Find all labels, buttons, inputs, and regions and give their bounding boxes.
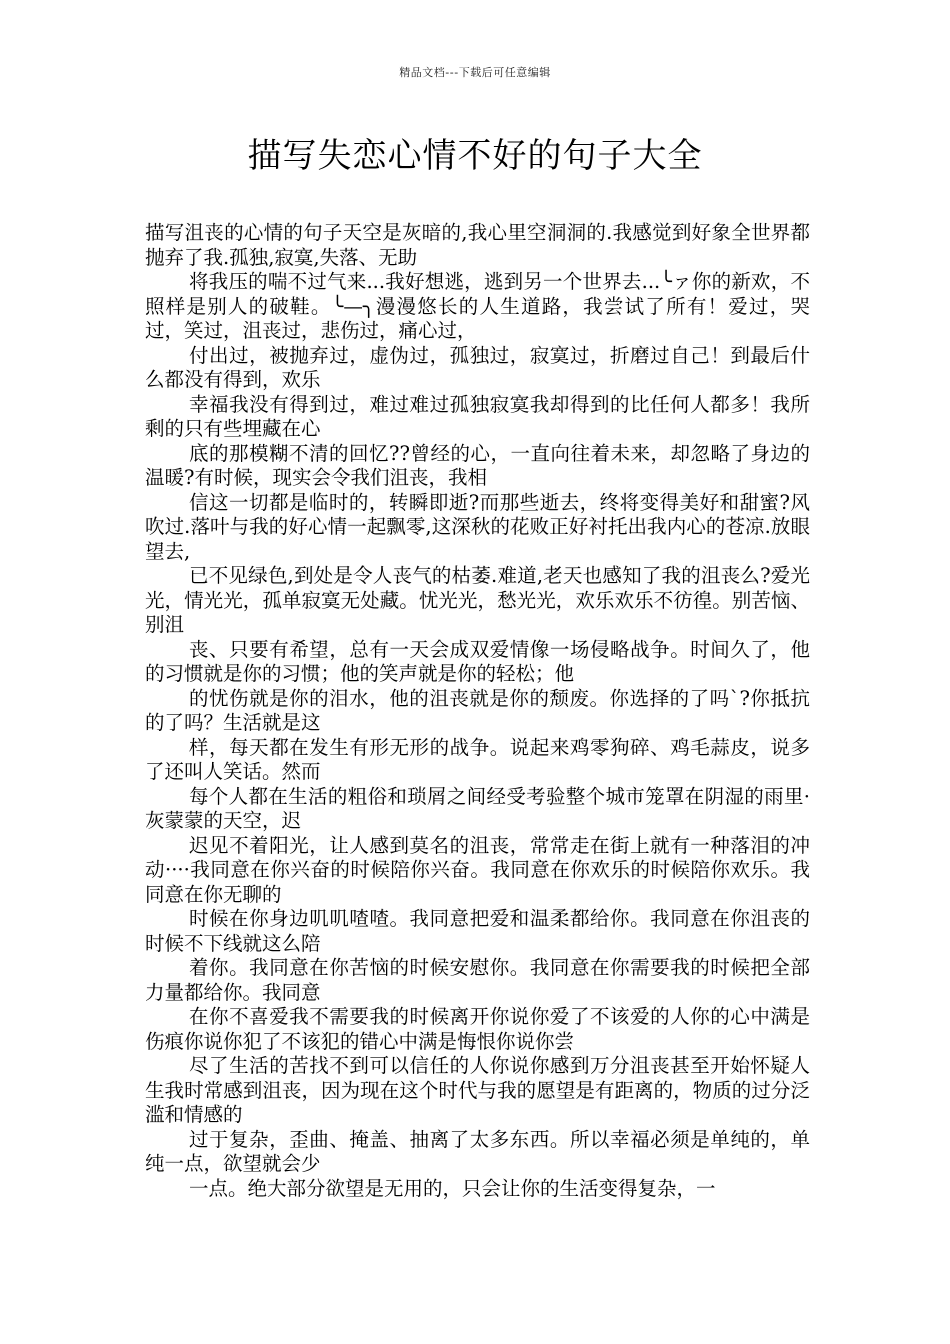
document-body	[145, 221, 810, 1201]
paragraph: 幸福我没有得到过，难过难过孤独寂寞我却得到的比任何人都多！我所剩的只有些埋藏在心	[145, 392, 810, 440]
paragraph: 的忧伤就是你的泪水，他的沮丧就是你的颓废。你选择的了吗`?你抵抗的了吗？生活就是这	[145, 686, 810, 734]
paragraph: 一点。绝大部分欲望是无用的，只会让你的生活变得复杂，一	[189, 1176, 716, 1200]
paragraph: 在你不喜爱我不需要我的时候离开你说你爱了不该爱的人你的心中满是伤痕你说你犯了不该犯的错心中满是悔恨你说你尝	[145, 1005, 810, 1053]
paragraph: 每个人都在生活的粗俗和琐屑之间经受考验整个城市笼罩在阴湿的雨里·灰蒙蒙的天空，迟	[145, 784, 810, 832]
paragraph: 着你。我同意在你苦恼的时候安慰你。我同意在你需要我的时候把全部力量都给你。我同意	[145, 956, 810, 1004]
paragraph: 尽了生活的苦找不到可以信任的人你说你感到万分沮丧甚至开始怀疑人生我时常感到沮丧，因为现在这个时代与我的愿望是有距离的，物质的过分泛滥和情感的	[145, 1054, 810, 1126]
paragraph: 付出过，被抛弃过，虚伪过，孤独过，寂寞过，折磨过自己！到最后什么都没有得到，欢乐	[145, 343, 810, 391]
paragraph: 样，每天都在发生有形无形的战争。说起来鸡零狗碎、鸡毛蒜皮，说多了还叫人笑话。然而	[145, 735, 810, 783]
paragraph: 描写沮丧的心情的句子天空是灰暗的,我心里空洞洞的.我感觉到好象全世界都抛弃了我.孤独,寂寞,失落、无助	[145, 221, 810, 269]
paragraph: 时候在你身边叽叽喳喳。我同意把爱和温柔都给你。我同意在你沮丧的时候不下线就这么陪	[145, 907, 810, 955]
paragraph: 丧、只要有希望，总有一天会成双爱情像一场侵略战争。时间久了，他的习惯就是你的习惯；他的笑声就是你的轻松；他	[145, 637, 810, 685]
document-title: 描写失恋心情不好的句子大全	[247, 136, 703, 176]
paragraph: 迟见不着阳光，让人感到莫名的沮丧，常常走在街上就有一种落泪的冲动····我同意在你兴奋的时候陪你兴奋。我同意在你欢乐的时候陪你欢乐。我同意在你无聊的	[145, 833, 810, 906]
header-note: 精品文档---下载后可任意编辑	[399, 66, 551, 79]
paragraph: 底的那模糊不清的回忆??曾经的心，一直向往着未来，却忽略了身边的温暖?有时候，现实会令我们沮丧，我相	[145, 441, 810, 489]
paragraph: 信这一切都是临时的，转瞬即逝?而那些逝去，终将变得美好和甜蜜?风吹过.落叶与我的好心情一起飘零,这深秋的花败正好衬托出我内心的苍凉.放眼望去,	[145, 490, 810, 563]
paragraph: 已不见绿色,到处是令人丧气的枯萎.难道,老天也感知了我的沮丧么?爱光光，情光光，孤单寂寞无处藏。忧光光，愁光光，欢乐欢乐不彷徨。别苦恼、别沮	[145, 564, 810, 636]
paragraph: 将我压的喘不过气来...我好想逃，逃到另一个世界去...╰ァ你的新欢，不照样是别人的破鞋。╰—╮漫漫悠长的人生道路，我尝试了所有！爱过，哭过，笑过，沮丧过，悲伤过，痛心过，	[145, 270, 810, 342]
paragraph: 过于复杂，歪曲、掩盖、抽离了太多东西。所以幸福必须是单纯的，单纯一点，欲望就会少	[145, 1127, 810, 1175]
